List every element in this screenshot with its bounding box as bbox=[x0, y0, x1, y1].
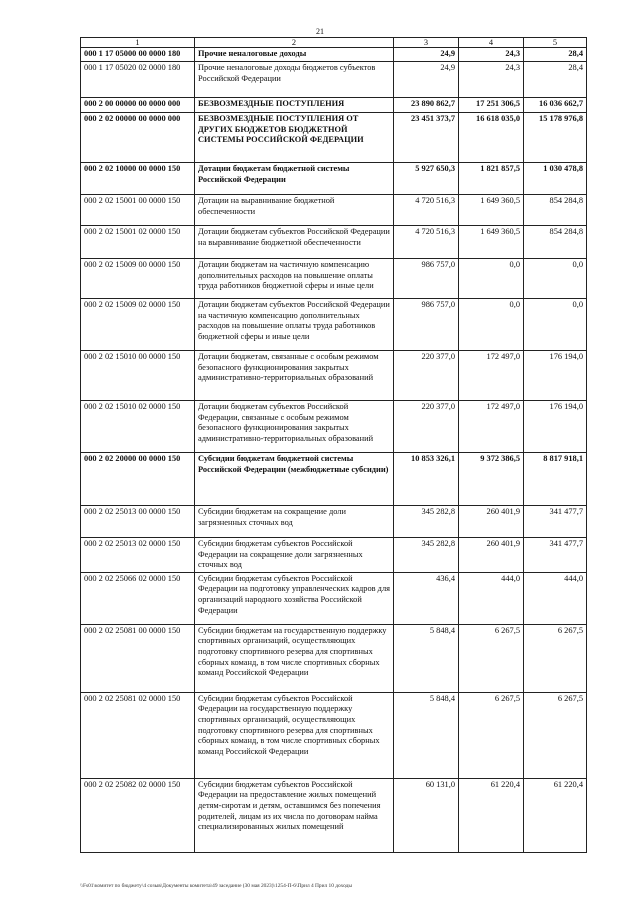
amount-cell-col4: 260 401,9 bbox=[459, 538, 524, 573]
amount-cell-col3: 24,9 bbox=[394, 62, 459, 98]
amount-cell-col4: 16 618 035,0 bbox=[459, 113, 524, 163]
table-row bbox=[81, 538, 587, 573]
column-header-5: 5 bbox=[524, 38, 587, 48]
revenue-name-cell: Дотации на выравнивание бюджетной обеспеченности bbox=[195, 195, 394, 226]
table-row bbox=[81, 299, 587, 351]
revenue-table bbox=[80, 37, 587, 853]
footer-file-path: \\Fs01\комитет по бюджету\4 созыв\Документы комитета\49 заседание (30 мая 2023)\1254-П-6\Прил 4 Прил 10 доходы bbox=[80, 883, 352, 889]
amount-cell-col3: 23 890 862,7 bbox=[394, 98, 459, 113]
amount-cell-col5: 444,0 bbox=[524, 572, 587, 624]
budget-code-cell: 000 2 02 15001 02 0000 150 bbox=[81, 226, 195, 259]
table-row bbox=[81, 62, 587, 98]
budget-code-cell: 000 2 02 15010 00 0000 150 bbox=[81, 351, 195, 401]
table-row bbox=[81, 163, 587, 195]
amount-cell-col3: 4 720 516,3 bbox=[394, 195, 459, 226]
amount-cell-col5: 28,4 bbox=[524, 48, 587, 62]
budget-code-cell: 000 2 02 25081 02 0000 150 bbox=[81, 692, 195, 778]
revenue-name-cell: Дотации бюджетам на частичную компенсацию дополнительных расходов на повышение оплаты труда работников бюджетной сферы и иные цели bbox=[195, 259, 394, 299]
budget-code-cell: 000 2 02 00000 00 0000 000 bbox=[81, 113, 195, 163]
amount-cell-col4: 9 372 386,5 bbox=[459, 453, 524, 506]
amount-cell-col4: 260 401,9 bbox=[459, 506, 524, 538]
budget-code-cell: 000 2 02 25013 00 0000 150 bbox=[81, 506, 195, 538]
amount-cell-col4: 0,0 bbox=[459, 259, 524, 299]
revenue-name-cell: Субсидии бюджетам на сокращение доли загрязненных сточных вод bbox=[195, 506, 394, 538]
amount-cell-col4: 24,3 bbox=[459, 62, 524, 98]
budget-code-cell: 000 2 02 15009 02 0000 150 bbox=[81, 299, 195, 351]
amount-cell-col5: 341 477,7 bbox=[524, 538, 587, 573]
table-body bbox=[81, 48, 587, 853]
table-row bbox=[81, 506, 587, 538]
amount-cell-col5: 0,0 bbox=[524, 259, 587, 299]
table-row bbox=[81, 113, 587, 163]
table-row bbox=[81, 259, 587, 299]
column-header-4: 4 bbox=[459, 38, 524, 48]
revenue-name-cell: БЕЗВОЗМЕЗДНЫЕ ПОСТУПЛЕНИЯ bbox=[195, 98, 394, 113]
revenue-name-cell: Субсидии бюджетам бюджетной системы Российской Федерации (межбюджетные субсидии) bbox=[195, 453, 394, 506]
amount-cell-col3: 5 848,4 bbox=[394, 692, 459, 778]
column-header-3: 3 bbox=[394, 38, 459, 48]
revenue-name-cell: Дотации бюджетам субъектов Российской Федерации, связанные с особым режимом безопасного функционирования закрытых административно-территориальных образований bbox=[195, 401, 394, 453]
amount-cell-col5: 6 267,5 bbox=[524, 624, 587, 692]
amount-cell-col3: 24,9 bbox=[394, 48, 459, 62]
table-row bbox=[81, 778, 587, 852]
amount-cell-col3: 986 757,0 bbox=[394, 259, 459, 299]
amount-cell-col5: 854 284,8 bbox=[524, 195, 587, 226]
amount-cell-col3: 60 131,0 bbox=[394, 778, 459, 852]
amount-cell-col3: 436,4 bbox=[394, 572, 459, 624]
amount-cell-col5: 0,0 bbox=[524, 299, 587, 351]
amount-cell-col5: 6 267,5 bbox=[524, 692, 587, 778]
revenue-name-cell: Дотации бюджетам субъектов Российской Федерации на частичную компенсацию дополнительных расходов на повышение оплаты труда работников бюджетной сферы и иные цели bbox=[195, 299, 394, 351]
table-row bbox=[81, 453, 587, 506]
revenue-name-cell: БЕЗВОЗМЕЗДНЫЕ ПОСТУПЛЕНИЯ ОТ ДРУГИХ БЮДЖЕТОВ БЮДЖЕТНОЙ СИСТЕМЫ РОССИЙСКОЙ ФЕДЕРАЦИИ bbox=[195, 113, 394, 163]
revenue-name-cell: Субсидии бюджетам субъектов Российской Федерации на подготовку управленческих кадров для организаций народного хозяйства Российской Федерации bbox=[195, 572, 394, 624]
amount-cell-col5: 1 030 478,8 bbox=[524, 163, 587, 195]
revenue-name-cell: Дотации бюджетам субъектов Российской Федерации на выравнивание бюджетной обеспеченности bbox=[195, 226, 394, 259]
table-row bbox=[81, 351, 587, 401]
column-number-row bbox=[81, 38, 587, 48]
amount-cell-col4: 1 649 360,5 bbox=[459, 195, 524, 226]
table-row bbox=[81, 692, 587, 778]
amount-cell-col3: 345 282,8 bbox=[394, 506, 459, 538]
amount-cell-col5: 28,4 bbox=[524, 62, 587, 98]
budget-code-cell: 000 2 02 25082 02 0000 150 bbox=[81, 778, 195, 852]
amount-cell-col4: 1 821 857,5 bbox=[459, 163, 524, 195]
budget-code-cell: 000 2 02 25013 02 0000 150 bbox=[81, 538, 195, 573]
amount-cell-col3: 23 451 373,7 bbox=[394, 113, 459, 163]
amount-cell-col4: 24,3 bbox=[459, 48, 524, 62]
budget-code-cell: 000 2 02 15001 00 0000 150 bbox=[81, 195, 195, 226]
budget-code-cell: 000 2 02 15009 00 0000 150 bbox=[81, 259, 195, 299]
amount-cell-col3: 345 282,8 bbox=[394, 538, 459, 573]
amount-cell-col5: 8 817 918,1 bbox=[524, 453, 587, 506]
page-number: 21 bbox=[316, 27, 324, 36]
budget-code-cell: 000 1 17 05020 02 0000 180 bbox=[81, 62, 195, 98]
amount-cell-col5: 16 036 662,7 bbox=[524, 98, 587, 113]
amount-cell-col3: 986 757,0 bbox=[394, 299, 459, 351]
amount-cell-col5: 341 477,7 bbox=[524, 506, 587, 538]
amount-cell-col3: 5 848,4 bbox=[394, 624, 459, 692]
table-row bbox=[81, 98, 587, 113]
revenue-name-cell: Дотации бюджетам, связанные с особым режимом безопасного функционирования закрытых административно-территориальных образований bbox=[195, 351, 394, 401]
amount-cell-col4: 6 267,5 bbox=[459, 624, 524, 692]
table-row bbox=[81, 48, 587, 62]
revenue-name-cell: Субсидии бюджетам субъектов Российской Федерации на сокращение доли загрязненных сточных вод bbox=[195, 538, 394, 573]
revenue-name-cell: Прочие неналоговые доходы bbox=[195, 48, 394, 62]
revenue-name-cell: Прочие неналоговые доходы бюджетов субъектов Российской Федерации bbox=[195, 62, 394, 98]
budget-code-cell: 000 2 02 20000 00 0000 150 bbox=[81, 453, 195, 506]
budget-code-cell: 000 2 02 25081 00 0000 150 bbox=[81, 624, 195, 692]
table-row bbox=[81, 195, 587, 226]
amount-cell-col4: 0,0 bbox=[459, 299, 524, 351]
column-header-1: 1 bbox=[81, 38, 195, 48]
amount-cell-col5: 854 284,8 bbox=[524, 226, 587, 259]
table-row bbox=[81, 401, 587, 453]
budget-code-cell: 000 2 02 25066 02 0000 150 bbox=[81, 572, 195, 624]
amount-cell-col3: 5 927 650,3 bbox=[394, 163, 459, 195]
amount-cell-col3: 220 377,0 bbox=[394, 351, 459, 401]
amount-cell-col4: 6 267,5 bbox=[459, 692, 524, 778]
amount-cell-col4: 172 497,0 bbox=[459, 401, 524, 453]
amount-cell-col4: 17 251 306,5 bbox=[459, 98, 524, 113]
budget-code-cell: 000 2 02 10000 00 0000 150 bbox=[81, 163, 195, 195]
amount-cell-col3: 4 720 516,3 bbox=[394, 226, 459, 259]
column-header-2: 2 bbox=[195, 38, 394, 48]
budget-code-cell: 000 2 02 15010 02 0000 150 bbox=[81, 401, 195, 453]
revenue-name-cell: Субсидии бюджетам на государственную поддержку спортивных организаций, осуществляющих подготовку спортивного резерва для спортивных сборных команд, в том числе спортивных сборных команд Российской Федерации bbox=[195, 624, 394, 692]
amount-cell-col4: 444,0 bbox=[459, 572, 524, 624]
amount-cell-col5: 61 220,4 bbox=[524, 778, 587, 852]
amount-cell-col5: 176 194,0 bbox=[524, 401, 587, 453]
revenue-name-cell: Дотации бюджетам бюджетной системы Российской Федерации bbox=[195, 163, 394, 195]
table-row bbox=[81, 572, 587, 624]
table-row bbox=[81, 226, 587, 259]
revenue-name-cell: Субсидии бюджетам субъектов Российской Федерации на государственную поддержку спортивных организаций, осуществляющих подготовку спортивного резерва для спортивных сборных команд, в том числе спортивных сборных команд Российской Федерации bbox=[195, 692, 394, 778]
amount-cell-col3: 220 377,0 bbox=[394, 401, 459, 453]
amount-cell-col4: 172 497,0 bbox=[459, 351, 524, 401]
budget-code-cell: 000 1 17 05000 00 0000 180 bbox=[81, 48, 195, 62]
amount-cell-col5: 176 194,0 bbox=[524, 351, 587, 401]
amount-cell-col3: 10 853 326,1 bbox=[394, 453, 459, 506]
revenue-name-cell: Субсидии бюджетам субъектов Российской Федерации на предоставление жилых помещений детям-сиротам и детям, оставшимся без попечения родителей, лицам из их числа по договорам найма специализированных жилых помещений bbox=[195, 778, 394, 852]
amount-cell-col5: 15 178 976,8 bbox=[524, 113, 587, 163]
amount-cell-col4: 61 220,4 bbox=[459, 778, 524, 852]
table-row bbox=[81, 624, 587, 692]
budget-code-cell: 000 2 00 00000 00 0000 000 bbox=[81, 98, 195, 113]
amount-cell-col4: 1 649 360,5 bbox=[459, 226, 524, 259]
